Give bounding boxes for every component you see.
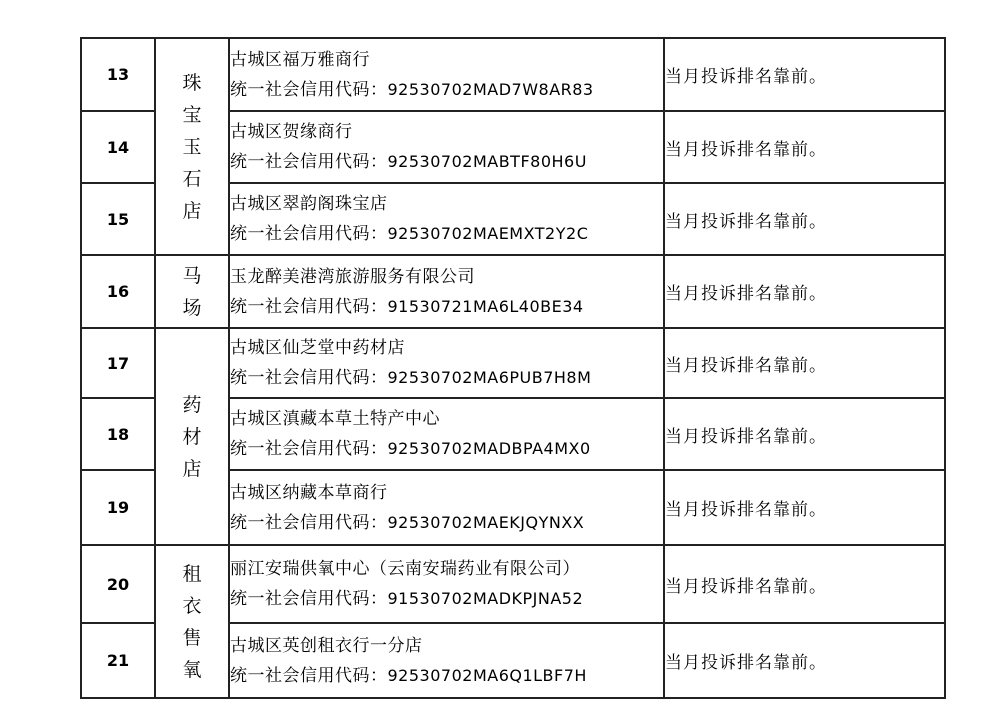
table-row (81, 328, 945, 398)
credit-code-line (230, 363, 663, 393)
credit-code-line (230, 292, 663, 322)
enterprise-name: 古城区纳藏本草商行 (230, 482, 388, 503)
row-number: 19 (81, 470, 155, 545)
row-number: 18 (81, 398, 155, 470)
credit-code-line (230, 661, 663, 691)
enterprise-cell (229, 545, 664, 623)
enterprise-cell (229, 328, 664, 398)
category-label: 珠宝玉石店 (182, 71, 202, 222)
reason-cell: 当月投诉排名靠前。 (664, 255, 945, 328)
category-cell (155, 328, 229, 545)
row-number: 13 (81, 38, 155, 111)
credit-code-label: 统一社会信用代码： (230, 79, 388, 100)
credit-code-label: 统一社会信用代码： (230, 224, 388, 244)
enterprise-cell (229, 183, 664, 255)
credit-code-value: 92530702MAD7W8AR83 (387, 79, 594, 99)
complaints-table (80, 37, 946, 699)
credit-code-label: 统一社会信用代码： (230, 665, 388, 686)
credit-code-value: 92530702MA6Q1LBF7H (387, 665, 587, 685)
credit-code-line (230, 584, 663, 614)
enterprise-cell (229, 111, 664, 183)
enterprise-name: 玉龙醉美港湾旅游服务有限公司 (230, 266, 475, 287)
enterprise-name: 古城区英创租衣行一分店 (230, 635, 423, 656)
row-number: 17 (81, 328, 155, 398)
credit-code-value: 92530702MABTF80H6U (387, 152, 587, 171)
credit-code-value: 91530702MADKPJNA52 (387, 589, 584, 608)
enterprise-name: 古城区仙芝堂中药材店 (230, 338, 405, 358)
credit-code-label: 统一社会信用代码： (230, 439, 388, 459)
reason-cell: 当月投诉排名靠前。 (664, 111, 945, 183)
reason-cell: 当月投诉排名靠前。 (664, 623, 945, 698)
credit-code-label: 统一社会信用代码： (230, 368, 388, 388)
reason-cell: 当月投诉排名靠前。 (664, 328, 945, 398)
reason-cell: 当月投诉排名靠前。 (664, 38, 945, 111)
credit-code-value: 92530702MA6PUB7H8M (387, 368, 592, 387)
category-cell (155, 38, 229, 255)
category-label: 租衣售氧 (182, 562, 202, 681)
enterprise-cell (229, 470, 664, 545)
row-number: 14 (81, 111, 155, 183)
credit-code-label: 统一社会信用代码： (230, 512, 388, 533)
reason-cell: 当月投诉排名靠前。 (664, 183, 945, 255)
enterprise-cell (229, 255, 664, 328)
enterprise-cell (229, 38, 664, 111)
credit-code-value: 92530702MAEMXT2Y2C (387, 224, 589, 243)
table-row (81, 255, 945, 328)
reason-cell: 当月投诉排名靠前。 (664, 545, 945, 623)
table-row (81, 545, 945, 623)
credit-code-line (230, 147, 663, 177)
credit-code-line (230, 75, 663, 105)
category-cell (155, 545, 229, 698)
row-number: 21 (81, 623, 155, 698)
credit-code-line (230, 434, 663, 464)
enterprise-cell (229, 398, 664, 470)
category-cell (155, 255, 229, 328)
enterprise-name: 古城区福万雅商行 (230, 49, 370, 70)
credit-code-label: 统一社会信用代码： (230, 296, 388, 317)
category-label: 药材店 (182, 393, 202, 480)
category-label: 马场 (182, 264, 202, 319)
credit-code-label: 统一社会信用代码： (230, 589, 388, 609)
enterprise-name: 古城区贺缘商行 (230, 122, 353, 142)
row-number: 16 (81, 255, 155, 328)
reason-cell: 当月投诉排名靠前。 (664, 470, 945, 545)
table-row (81, 38, 945, 111)
credit-code-value: 91530721MA6L40BE34 (387, 296, 584, 316)
credit-code-line (230, 508, 663, 538)
row-number: 15 (81, 183, 155, 255)
credit-code-label: 统一社会信用代码： (230, 152, 388, 172)
enterprise-cell (229, 623, 664, 698)
credit-code-value: 92530702MAEKJQYNXX (387, 512, 585, 532)
enterprise-name: 古城区翠韵阁珠宝店 (230, 194, 388, 214)
enterprise-name: 古城区滇藏本草土特产中心 (230, 409, 440, 429)
credit-code-line (230, 219, 663, 249)
row-number: 20 (81, 545, 155, 623)
reason-cell: 当月投诉排名靠前。 (664, 398, 945, 470)
credit-code-value: 92530702MADBPA4MX0 (387, 439, 591, 458)
enterprise-name: 丽江安瑞供氧中心（云南安瑞药业有限公司） (230, 559, 580, 579)
